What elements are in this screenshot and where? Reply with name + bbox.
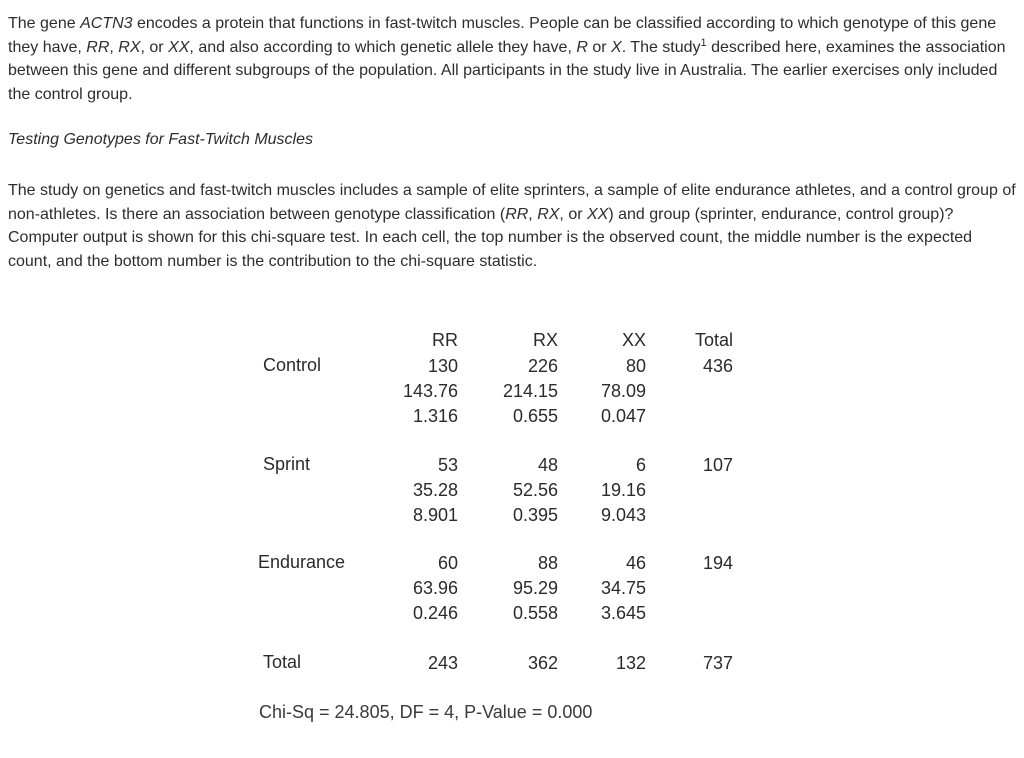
section-subtitle: Testing Genotypes for Fast-Twitch Muscles <box>8 131 313 148</box>
column-header-total: Total <box>694 330 733 350</box>
table-cell: 53 35.28 8.901 <box>412 455 458 525</box>
table-cell: 88 95.29 0.558 <box>512 553 558 623</box>
table-cell: 80 78.09 0.047 <box>600 356 646 426</box>
row-total: 107 <box>702 455 733 475</box>
row-label-control: Control <box>263 355 322 375</box>
row-label-total: Total <box>263 652 302 672</box>
question-paragraph: The study on genetics and fast-twitch muscles includes a sample of elite sprinters, a sample of elite endurance athletes, and a control group of non-athletes. Is there an association between genotype classification (RR, RX, or XX) and group (sprinter, endurance, control group)? Computer output is shown for this chi-square test. In each cell, the top number is the observed count, the middle number is the expected count, and the bottom number is the contribution to the chi-square statistic. <box>8 182 1016 270</box>
table-cell: 48 52.56 0.395 <box>512 455 558 525</box>
row-total: 436 <box>702 356 733 376</box>
table-cell: 130 143.76 1.316 <box>402 356 458 426</box>
column-header-xx: XX <box>621 330 646 350</box>
column-header-rx: RX <box>532 330 558 350</box>
grand-total: 737 <box>702 653 733 673</box>
table-cell: 226 214.15 0.655 <box>502 356 558 426</box>
row-label-endurance: Endurance <box>258 552 346 572</box>
column-total: 243 <box>427 653 458 673</box>
table-cell: 46 34.75 3.645 <box>600 553 646 623</box>
row-total: 194 <box>702 553 733 573</box>
table-cell: 6 19.16 9.043 <box>600 455 646 525</box>
intro-paragraph: The gene ACTN3 encodes a protein that functions in fast-twitch muscles. People can be classified according to which genotype of this gene they have, RR, RX, or XX, and also according to which genetic allele they have, R or X. The study$^1$ described here, examines the association between this gene and different subgroups of the population. All participants in the study live in Australia. The earlier exercises only included the control group. <box>8 15 1006 103</box>
column-header-rr: RR <box>432 330 458 350</box>
column-total: 132 <box>615 653 646 673</box>
table-cell: 60 63.96 0.246 <box>412 553 458 623</box>
column-total: 362 <box>527 653 558 673</box>
chi-square-summary: Chi-Sq = 24.805, DF = 4, P-Value = 0.000 <box>259 702 593 722</box>
row-label-sprint: Sprint <box>263 454 311 474</box>
